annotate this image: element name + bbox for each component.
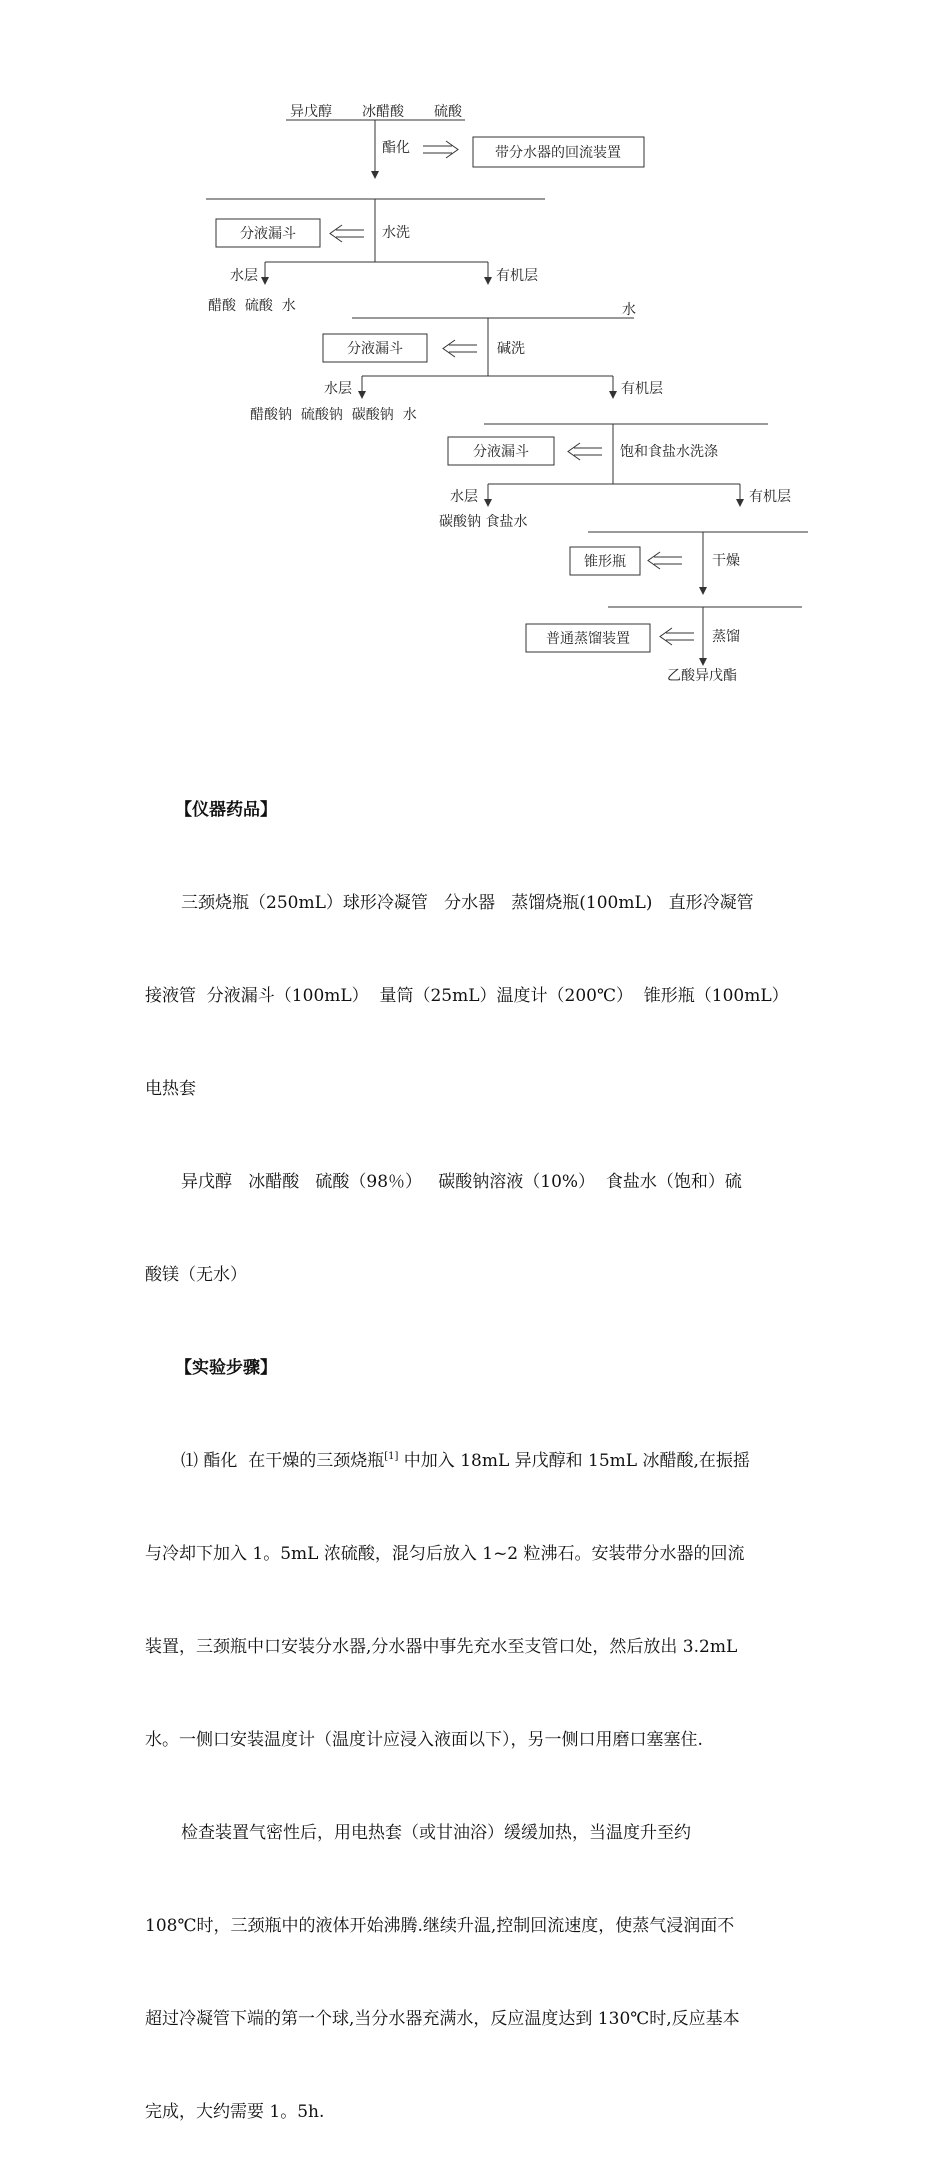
aqueous-layer-label-2: 水层 [324,381,352,397]
double-arrow-icon [423,141,458,158]
step-drying-label: 干燥 [712,553,740,569]
procedure-line [145,1446,805,1477]
reagents-line: 酸镁（无水） [145,1265,247,1285]
double-arrow-left-icon [443,340,477,357]
reagent-acetic-acid: 冰醋酸 [362,104,404,120]
workup-flowchart [0,0,950,700]
double-arrow-left-icon [660,628,694,645]
organic-layer-label-3: 有机层 [749,489,791,505]
aqueous-contents-2: 醋酸钠 硫酸钠 碳酸钠 水 [250,407,417,423]
organic-layer-label-1: 有机层 [496,268,538,284]
organic-layer-label-2: 有机层 [621,381,663,397]
apparatus-line: 接液管 分液漏斗（100mL） 量筒（25mL）温度计（200℃） 锥形瓶（100mL） [145,986,789,1006]
step-alkaline-wash-label: 碱洗 [497,341,525,357]
product-label: 乙酸异戊酯 [667,668,737,684]
footnote-marker: [1] [384,1451,399,1462]
procedure-line: 水。一侧口安装温度计（温度计应浸入液面以下），另一侧口用磨口塞塞住. [145,1730,703,1750]
procedure-line: 装置，三颈瓶中口安装分水器,分水器中事先充水至支管口处，然后放出 3.2mL [145,1637,738,1657]
double-arrow-left-icon [568,443,602,460]
equipment-reflux-apparatus: 带分水器的回流装置 [495,145,621,161]
equipment-separatory-funnel-3: 分液漏斗 [473,444,529,460]
reagent-isoamyl-alcohol: 异戊醇 [290,104,332,120]
aqueous-contents-3: 碳酸钠 食盐水 [439,514,528,530]
equipment-distillation-apparatus: 普通蒸馏装置 [546,631,630,647]
procedure-line: 超过冷凝管下端的第一个球,当分水器充满水，反应温度达到 130℃时,反应基本 [145,2009,740,2029]
step-distillation-label: 蒸馏 [712,629,740,645]
equipment-conical-flask: 锥形瓶 [584,554,626,570]
double-arrow-left-icon [330,225,364,242]
apparatus-line: 电热套 [145,1079,196,1099]
step-esterification-label: 酯化 [382,140,410,156]
apparatus-heading: 【仪器药品】 [175,800,277,820]
aqueous-layer-label-1: 水层 [230,268,258,284]
procedure-line: 完成，大约需要 1。5h. [145,2102,325,2122]
procedure-line: 108℃时，三颈瓶中的液体开始沸腾.继续升温,控制回流速度，使蒸气浸润面不 [145,1916,735,1936]
aqueous-contents-1: 醋酸 硫酸 水 [208,298,296,314]
steps-heading: 【实验步骤】 [175,1358,277,1378]
procedure-text: 中加入 18mL 异戊醇和 15mL 冰醋酸,在振摇 [398,1451,750,1471]
apparatus-line: 三颈烧瓶（250mL）球形冷凝管 分水器 蒸馏烧瓶(100mL) 直形冷凝管 [181,893,754,913]
procedure-line: 检查装置气密性后，用电热套（或甘油浴）缓缓加热，当温度升至约 [181,1823,691,1843]
water-added-label: 水 [622,302,636,318]
apparatus-section [145,733,805,2159]
double-arrow-left-icon [648,552,682,569]
equipment-separatory-funnel-1: 分液漏斗 [240,226,296,242]
reagents-line: 异戊醇 冰醋酸 硫酸（98％） 碳酸钠溶液（10%） 食盐水（饱和）硫 [181,1172,742,1192]
step-water-wash-label: 水洗 [382,225,410,241]
procedure-line: 与冷却下加入 1。5mL 浓硫酸，混匀后放入 1~2 粒沸石。安装带分水器的回流 [145,1544,745,1564]
equipment-separatory-funnel-2: 分液漏斗 [347,341,403,357]
step-brine-wash-label: 饱和食盐水洗涤 [620,444,718,460]
aqueous-layer-label-3: 水层 [450,489,478,505]
reagent-sulfuric-acid: 硫酸 [434,104,462,120]
procedure-text: ⑴ 酯化 在干燥的三颈烧瓶 [181,1451,385,1471]
